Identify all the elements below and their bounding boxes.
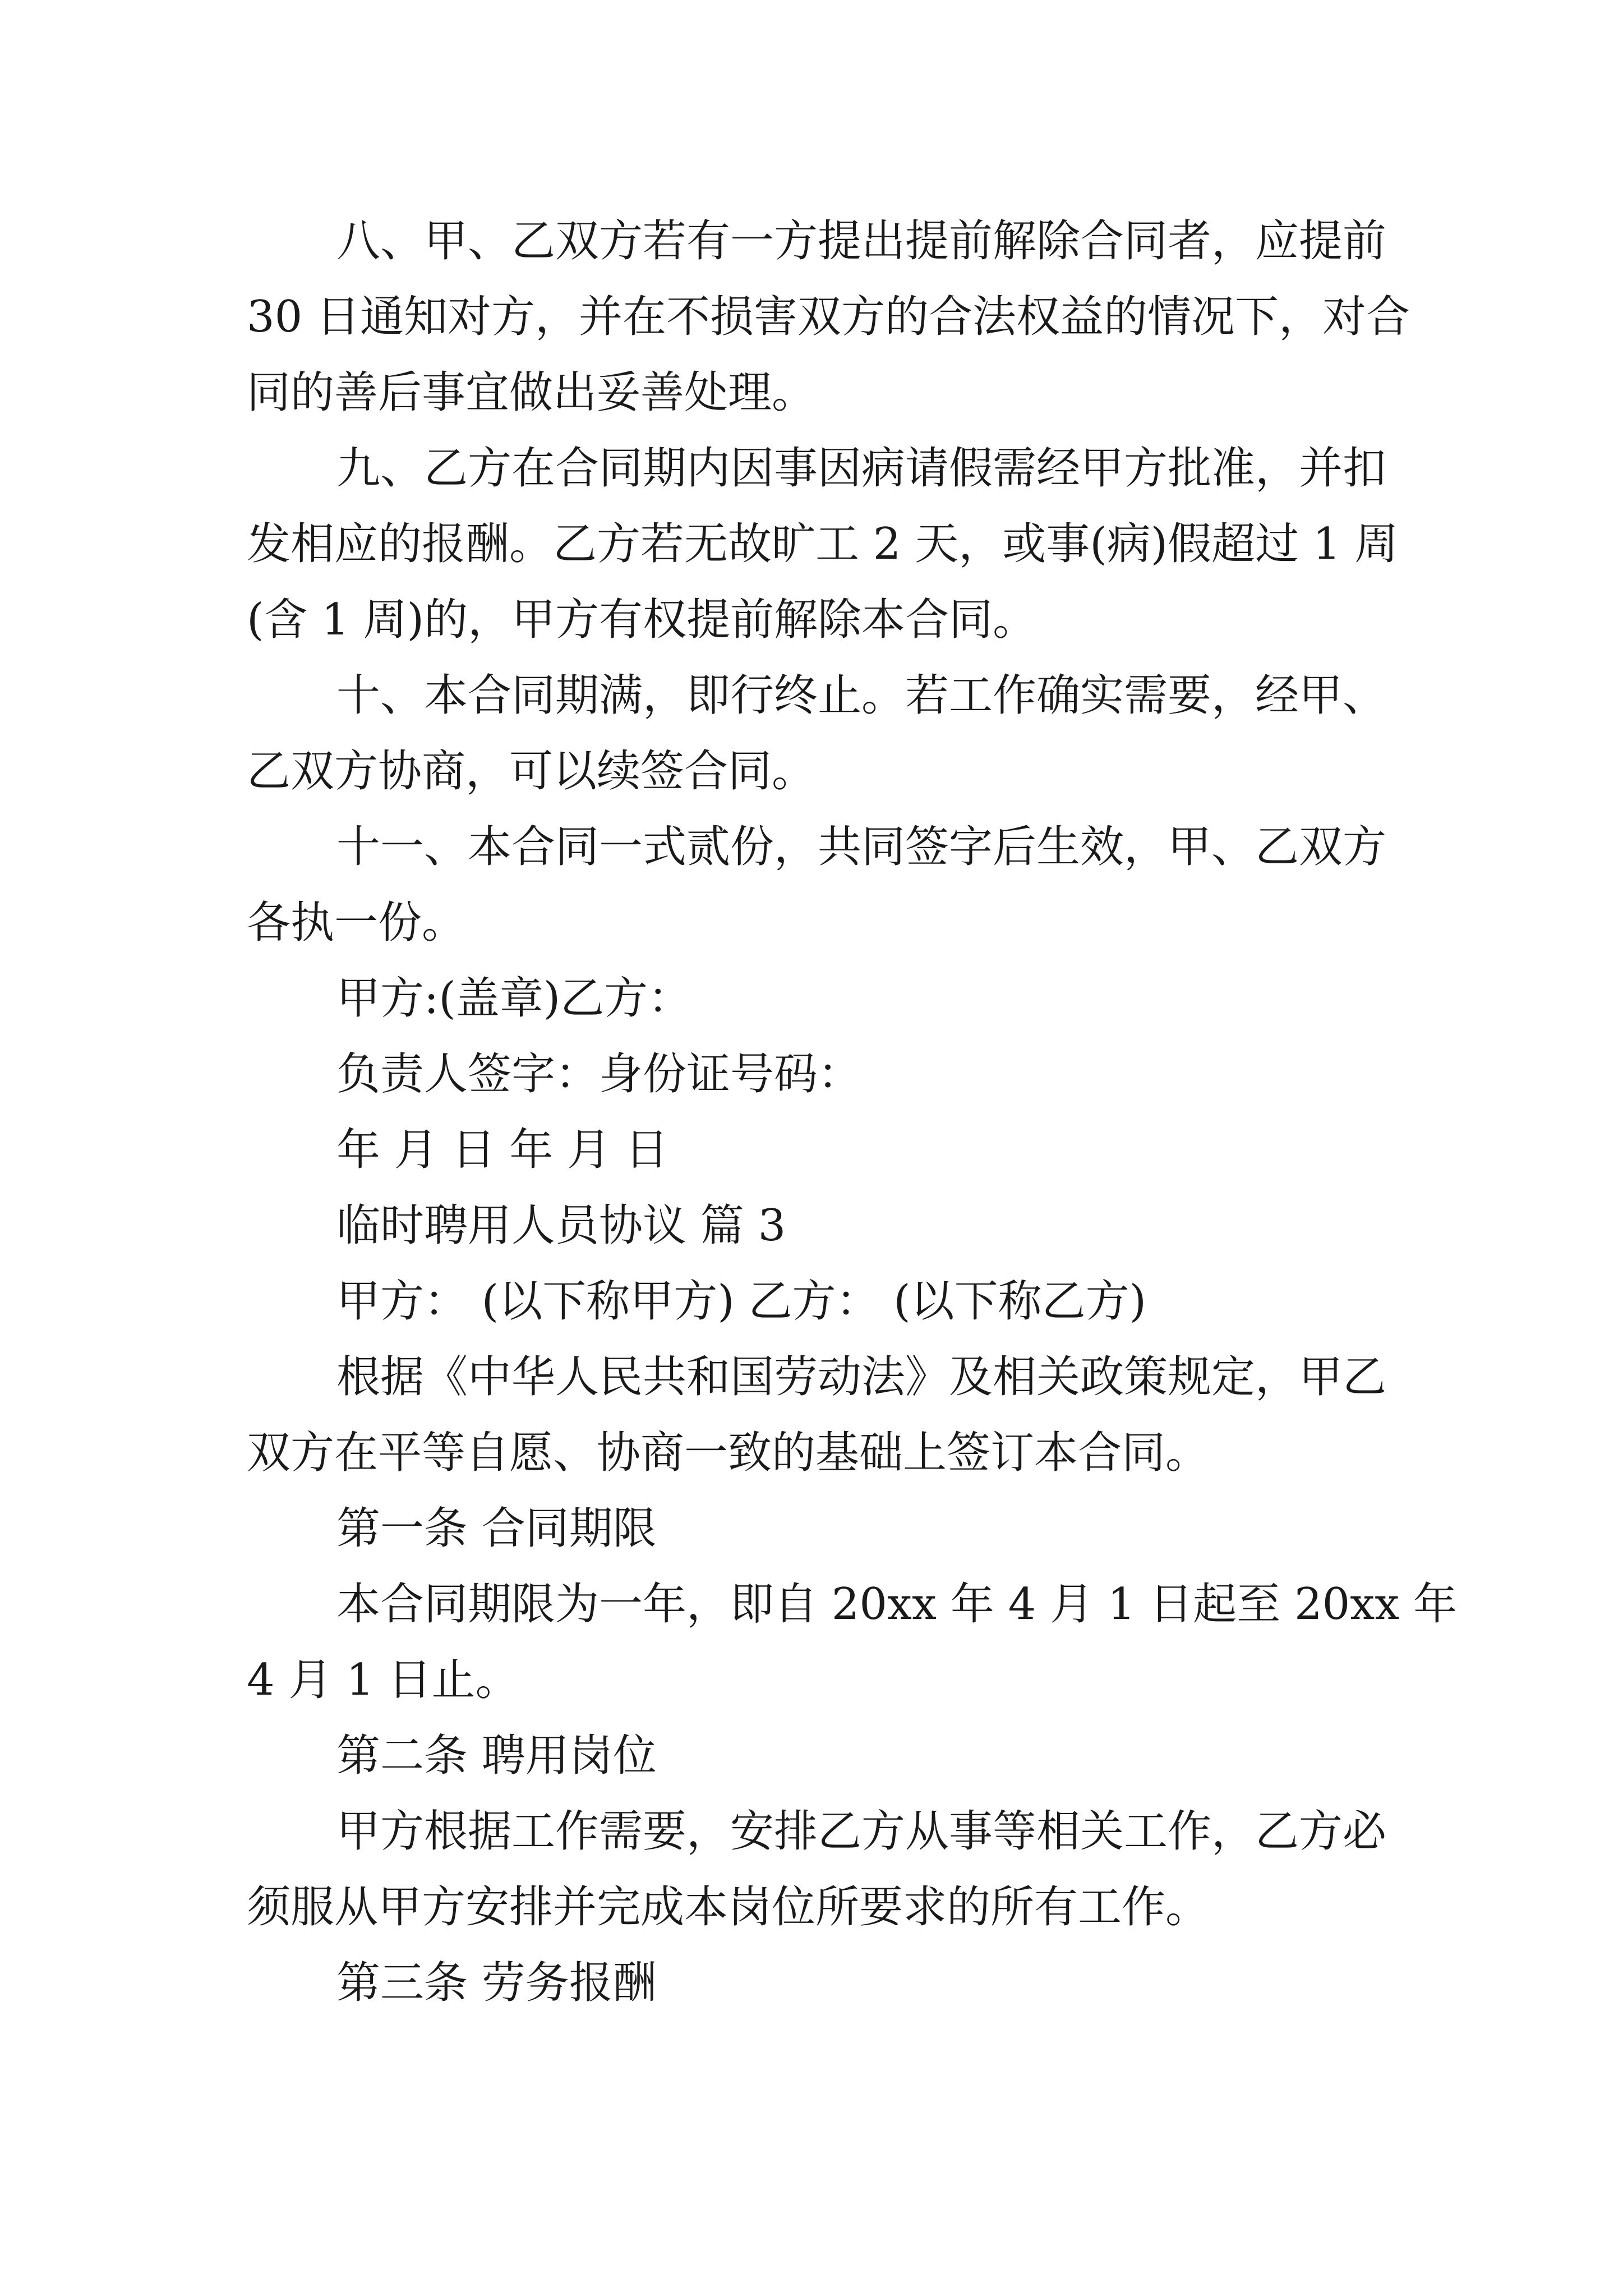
date-line: 年 月 日 年 月 日 (336, 1125, 668, 1175)
party-a-seal-line: 甲方:(盖章)乙方： (336, 973, 692, 1024)
article-1-line-2: 4 月 1 日止。 (247, 1655, 519, 1705)
article-1-line-1: 本合同期限为一年，即自 20xx 年 4 月 1 日起至 20xx 年 (336, 1579, 1458, 1630)
article-2-line-1: 甲方根据工作需要，安排乙方从事等相关工作，乙方必 (336, 1806, 1387, 1857)
signature-line: 负责人签字：身份证号码： (336, 1049, 862, 1099)
paragraph-9-line-3: (含 1 周)的，甲方有权提前解除本合同。 (247, 595, 1037, 645)
article-3-heading: 第三条 劳务报酬 (336, 1958, 657, 2008)
paragraph-11-line-1: 十一、本合同一式贰份，共同签字后生效，甲、乙双方 (336, 822, 1387, 872)
paragraph-11-line-2: 各执一份。 (247, 898, 466, 948)
section-title: 临时聘用人员协议 篇 3 (336, 1200, 786, 1251)
article-2-line-2: 须服从甲方安排并完成本岗位所要求的所有工作。 (247, 1882, 1210, 1932)
paragraph-9-line-2: 发相应的报酬。乙方若无故旷工 2 天，或事(病)假超过 1 周 (247, 519, 1399, 569)
paragraph-9-line-1: 九、乙方在合同期内因事因病请假需经甲方批准，并扣 (336, 443, 1387, 494)
paragraph-8-line-1: 八、甲、乙双方若有一方提出提前解除合同者，应提前 (336, 216, 1387, 266)
preamble-line-2: 双方在平等自愿、协商一致的基础上签订本合同。 (247, 1428, 1210, 1478)
paragraph-8-line-3: 同的善后事宜做出妥善处理。 (247, 367, 816, 418)
article-2-heading: 第二条 聘用岗位 (336, 1731, 657, 1781)
parties-line: 甲方： (以下称甲方) 乙方： (以下称乙方) (336, 1276, 1147, 1327)
article-1-heading: 第一条 合同期限 (336, 1503, 657, 1554)
paragraph-10-line-1: 十、本合同期满，即行终止。若工作确实需要，经甲、 (336, 670, 1387, 721)
preamble-line-1: 根据《中华人民共和国劳动法》及相关政策规定，甲乙 (336, 1352, 1387, 1402)
paragraph-8-line-2: 30 日通知对方，并在不损害双方的合法权益的情况下，对合 (247, 292, 1410, 342)
paragraph-10-line-2: 乙双方协商，可以续签合同。 (247, 746, 816, 797)
